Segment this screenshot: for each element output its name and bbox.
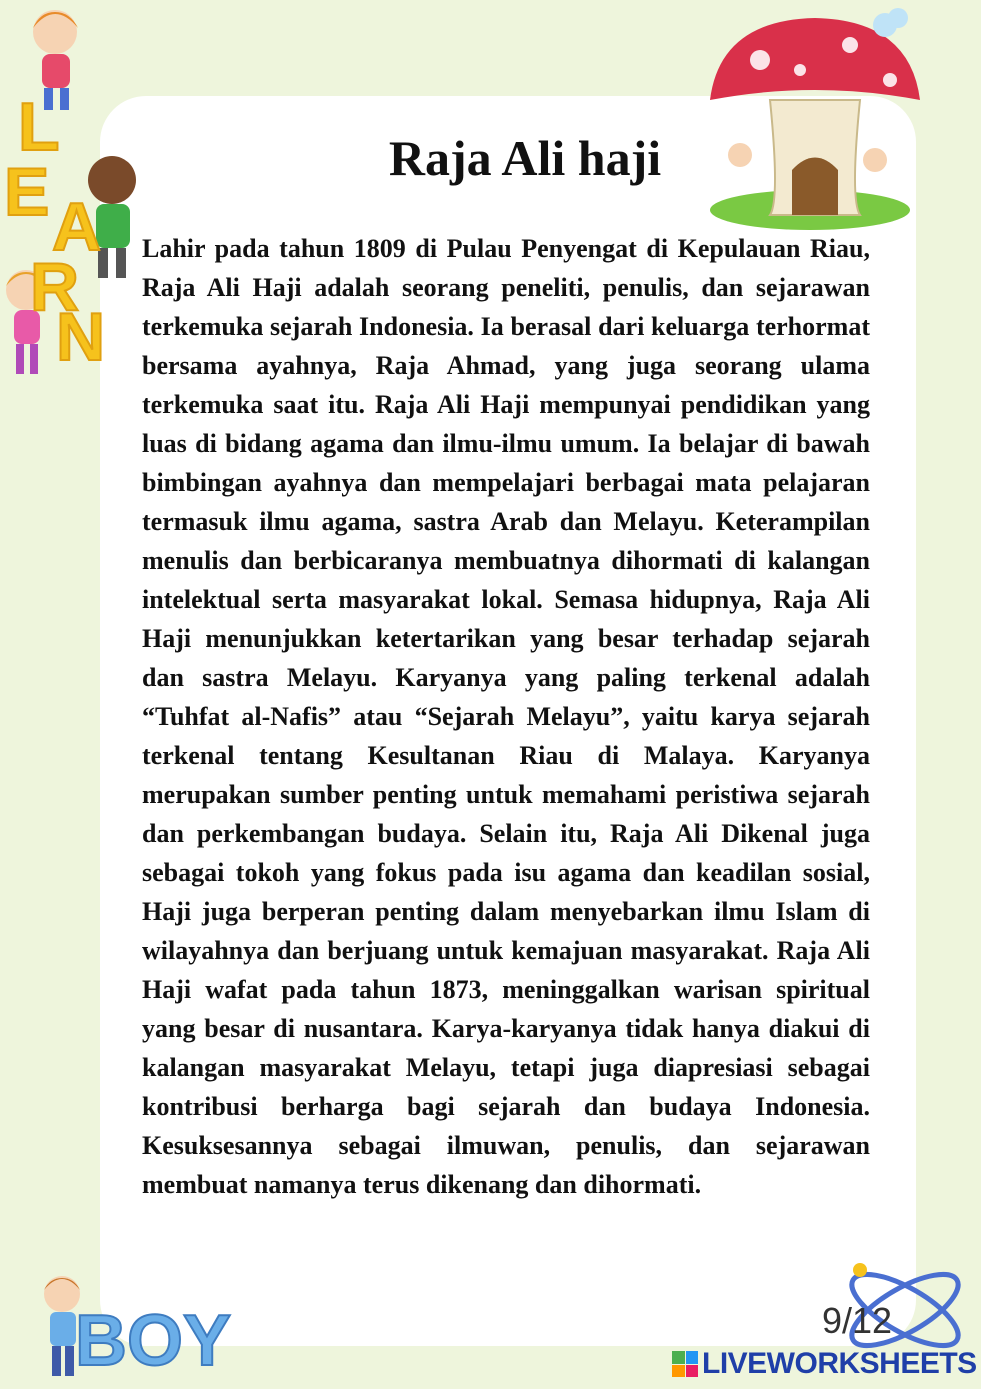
- learn-letter-r: R: [30, 249, 80, 325]
- page-title: Raja Ali haji: [388, 130, 662, 186]
- learn-letter-a: A: [52, 189, 102, 265]
- learn-kids-illustration: [0, 0, 140, 400]
- liveworksheets-brand[interactable]: [672, 1346, 977, 1382]
- boy-word: BOY: [75, 1301, 232, 1381]
- mushroom-house-illustration: [700, 0, 981, 240]
- boy-illustration: [30, 1270, 232, 1385]
- learn-letter-l: L: [18, 89, 60, 165]
- biography-paragraph: Lahir pada tahun 1809 di Pulau Penyengat di Kepulauan Riau, Raja Ali Haji adalah seorang peneliti, penulis, dan sejarawan terkemuka sejarah Indonesia. Ia berasal dari keluarga terhormat bersama ayahnya, Raja Ahmad, yang juga seorang ulama terkemuka saat itu. Raja Ali Haji mempunyai pendidikan yang luas di bidang agama dan ilmu-ilmu umum. Ia belajar di bawah bimbingan ayahnya dan mempelajari berbagai mata pelajaran termasuk ilmu agama, sastra Arab dan Melayu. Keterampilan menulis dan berbicaranya membuatnya dihormati di kalangan intelektual serta masyarakat lokal. Semasa hidupnya, Raja Ali Haji menunjukkan ketertarikan yang besar terhadap sejarah dan sastra Melayu. Karyanya yang paling terkenal adalah “Tuhfat al-Nafis” atau “Sejarah Melayu”, yaitu karya sejarah terkenal tentang Kesultanan Riau di Malaya. Karyanya merupakan sumber penting untuk memahami peristiwa sejarah dan perkembangan budaya. Selain itu, Raja Ali Dikenal juga sebagai tokoh yang fokus pada isu agama dan keadilan sosial, Haji juga berperan penting dalam menyebarkan ilmu Islam di wilayahnya dan berjuang untuk kemajuan masyarakat. Raja Ali Haji wafat pada tahun 1873, meninggalkan warisan spiritual yang besar di nusantara. Karya-karyanya tidak hanya diakui di kalangan masyarakat Melayu, tetapi juga diapresiasi sebagai kontribusi berharga bagi sejarah dan budaya Indonesia. Kesuksesannya sebagai ilmuwan, penulis, dan sejarawan membuat namanya terus dikenang dan dihormati.: [142, 234, 870, 1199]
- learn-letter-e: E: [4, 154, 50, 230]
- learn-letter-n: N: [56, 299, 106, 375]
- liveworksheets-logo-icon: [672, 1351, 698, 1377]
- page-indicator: 9/12: [822, 1300, 893, 1341]
- brand-text: LIVEWORKSHEETS: [702, 1347, 977, 1380]
